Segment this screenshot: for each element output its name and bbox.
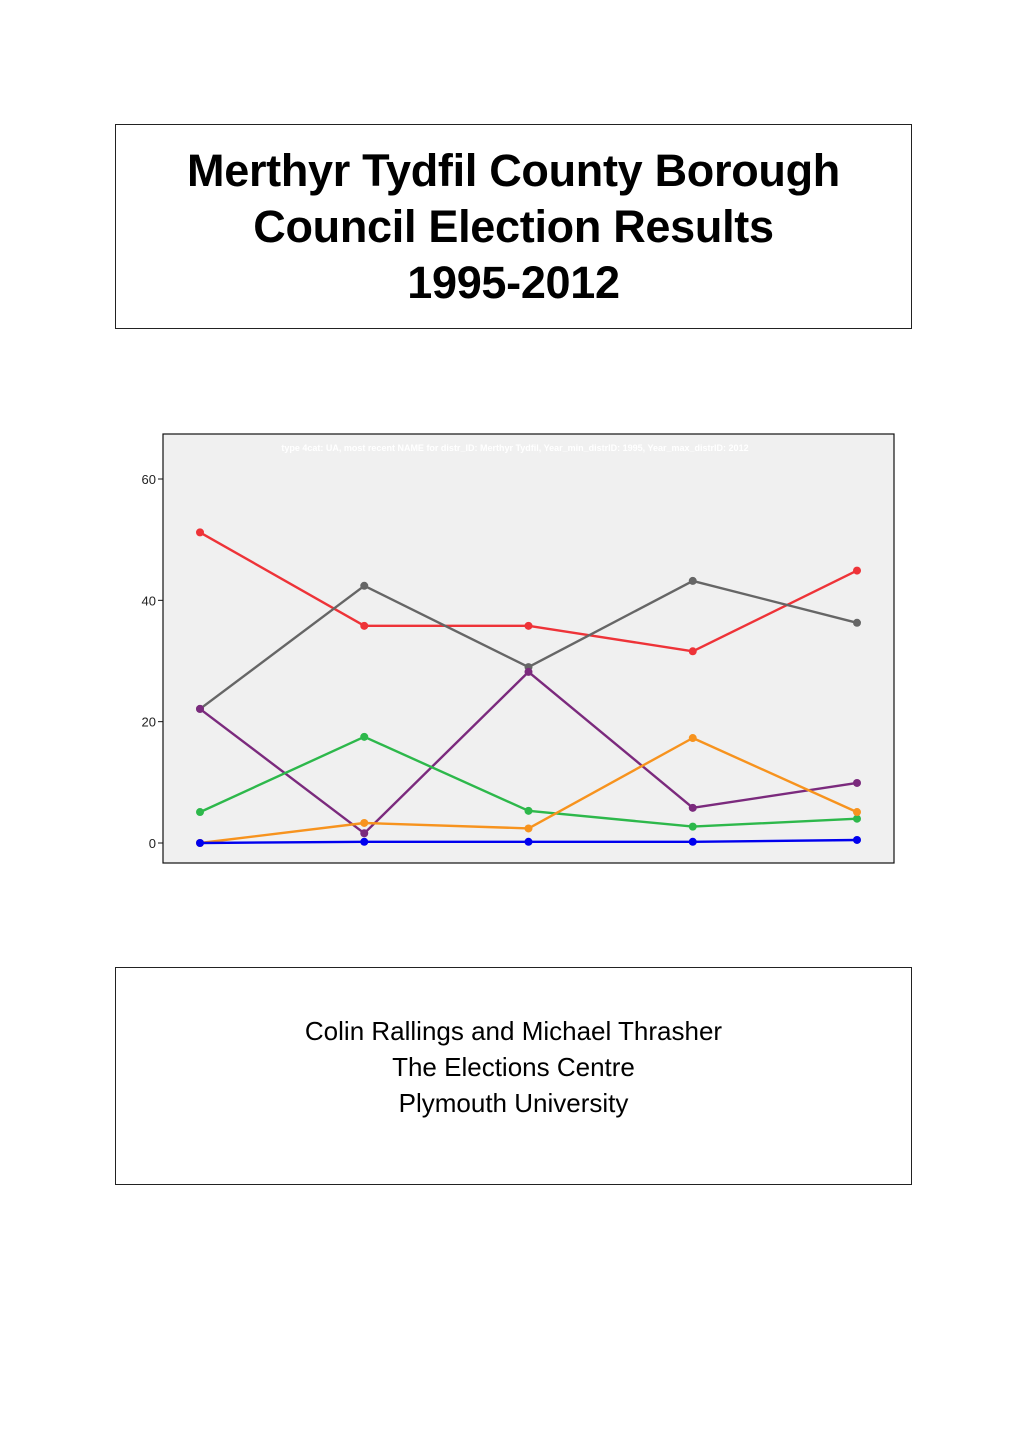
data-point-1-1 (196, 528, 204, 536)
chart-container (120, 430, 900, 870)
data-point-5-5 (853, 808, 861, 816)
chart-subtitle: type 4cat: UA, most recent NAME for distr_ID: Merthyr Tydfil, Year_min_distrID: 1995, Year_max_distrID: 2012 (281, 443, 749, 453)
data-point-2-2 (360, 582, 368, 590)
data-point-6-4 (689, 838, 697, 846)
title-box (115, 124, 912, 329)
data-point-5-3 (525, 824, 533, 832)
data-point-1-2 (360, 622, 368, 630)
title-line-1: Merthyr Tydfil County Borough (187, 144, 840, 196)
data-point-6-5 (853, 836, 861, 844)
plot-area (163, 434, 894, 863)
data-point-2-5 (853, 619, 861, 627)
data-point-1-4 (689, 647, 697, 655)
data-point-4-3 (525, 807, 533, 815)
data-point-1-5 (853, 567, 861, 575)
data-point-1-3 (525, 622, 533, 630)
data-point-3-3 (525, 668, 533, 676)
y-tick-label-60: 60 (141, 472, 156, 487)
data-point-5-2 (360, 819, 368, 827)
data-point-4-2 (360, 733, 368, 741)
y-tick-label-0: 0 (148, 836, 156, 851)
data-point-6-3 (525, 838, 533, 846)
author-university: Plymouth University (398, 1088, 629, 1118)
author-names: Colin Rallings and Michael Thrasher (304, 1016, 723, 1046)
data-point-2-4 (689, 577, 697, 585)
author-organisation: The Elections Centre (392, 1052, 635, 1082)
title-line-3: 1995-2012 (407, 256, 620, 308)
y-tick-label-20: 20 (141, 714, 156, 730)
data-point-4-1 (196, 808, 204, 816)
data-point-5-4 (689, 734, 697, 742)
title-line-2: Council Election Results (253, 200, 774, 252)
data-point-3-1 (196, 705, 204, 713)
y-tick-label-40: 40 (141, 593, 156, 609)
data-point-6-1 (196, 839, 204, 847)
data-point-3-4 (689, 804, 697, 812)
line-chart (120, 430, 900, 870)
y-axis (142, 472, 163, 851)
data-point-4-4 (689, 823, 697, 831)
data-point-3-5 (853, 779, 861, 787)
author-box (115, 967, 912, 1185)
data-point-6-2 (360, 838, 368, 846)
data-point-3-2 (360, 829, 368, 837)
